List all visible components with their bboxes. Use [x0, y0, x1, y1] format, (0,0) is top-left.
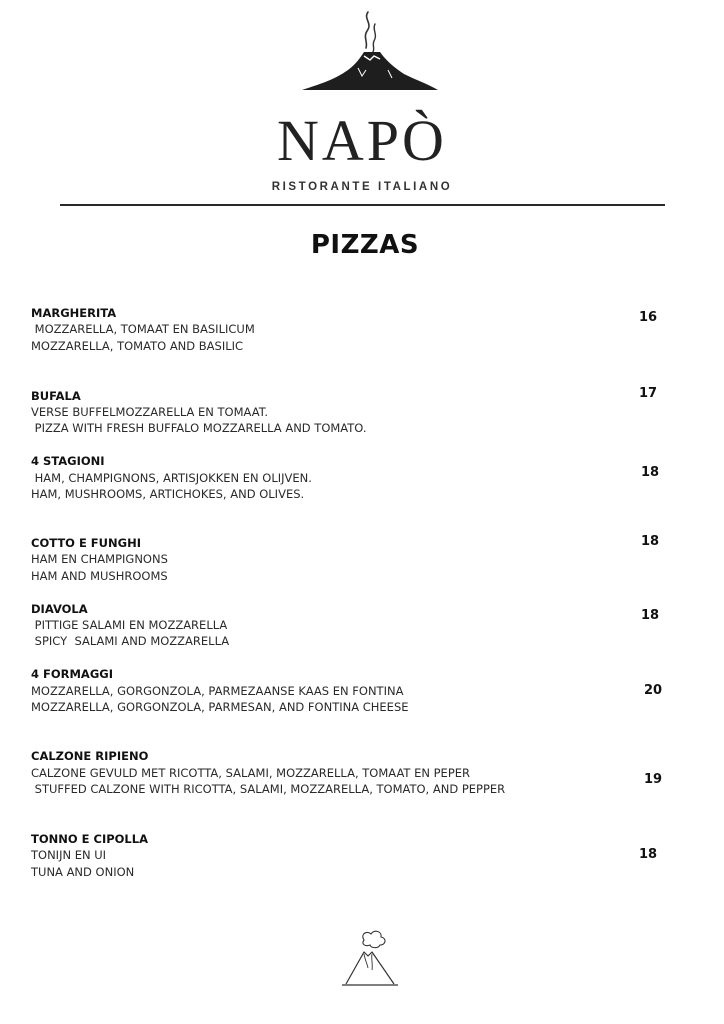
- menu-item-desc-en: PIZZA WITH FRESH BUFFALO MOZZARELLA AND TOMATO.: [31, 421, 367, 435]
- menu-item-price: 20: [643, 683, 663, 698]
- menu-item-name: 4 STAGIONI: [31, 454, 105, 468]
- menu-item-desc-nl: HAM, CHAMPIGNONS, ARTISJOKKEN EN OLIJVEN.: [31, 471, 312, 485]
- brand-name: NAPÒ: [277, 108, 447, 173]
- menu-item-desc-en: MOZZARELLA, TOMATO AND BASILIC: [31, 339, 244, 353]
- menu-item-name: COTTO E FUNGHI: [31, 536, 141, 550]
- menu-item-desc-nl: HAM EN CHAMPIGNONS: [31, 552, 168, 566]
- section-title: PIZZAS: [310, 230, 420, 260]
- menu-item-desc-en: HAM, MUSHROOMS, ARTICHOKES, AND OLIVES.: [31, 487, 305, 501]
- menu-item-desc-en: HAM AND MUSHROOMS: [31, 569, 168, 583]
- header-divider: [60, 204, 665, 206]
- menu-item-price: 17: [638, 386, 658, 401]
- volcano-logo-icon: [300, 10, 440, 102]
- menu-item-desc-nl: TONIJN EN UI: [31, 848, 107, 862]
- menu-item-price: 16: [638, 310, 658, 325]
- menu-item-desc-nl: VERSE BUFFELMOZZARELLA EN TOMAAT.: [31, 405, 269, 419]
- menu-item-name: MARGHERITA: [31, 306, 117, 320]
- menu-item-desc-en: SPICY SALAMI AND MOZZARELLA: [31, 634, 230, 648]
- volcano-outline-icon: [340, 928, 400, 988]
- menu-item-name: BUFALA: [31, 389, 81, 403]
- menu-item-price: 18: [640, 534, 660, 549]
- menu-item-desc-nl: CALZONE GEVULD MET RICOTTA, SALAMI, MOZZARELLA, TOMAAT EN PEPER: [31, 766, 471, 780]
- menu-item-desc-nl: PITTIGE SALAMI EN MOZZARELLA: [31, 618, 228, 632]
- menu-item-price: 18: [640, 608, 660, 623]
- menu-item-price: 18: [640, 465, 660, 480]
- menu-item-name: 4 FORMAGGI: [31, 667, 113, 681]
- menu-item-desc-en: MOZZARELLA, GORGONZOLA, PARMESAN, AND FONTINA CHEESE: [31, 700, 409, 714]
- menu-item-name: DIAVOLA: [31, 602, 88, 616]
- menu-item-desc-nl: MOZZARELLA, TOMAAT EN BASILICUM: [31, 322, 255, 336]
- menu-item-price: 19: [643, 772, 663, 787]
- menu-item-name: CALZONE RIPIENO: [31, 749, 149, 763]
- menu-item-desc-en: STUFFED CALZONE WITH RICOTTA, SALAMI, MOZZARELLA, TOMATO, AND PEPPER: [31, 782, 506, 796]
- menu-item-price: 18: [638, 847, 658, 862]
- menu-item-desc-nl: MOZZARELLA, GORGONZOLA, PARMEZAANSE KAAS EN FONTINA: [31, 684, 404, 698]
- menu-item-name: TONNO E CIPOLLA: [31, 832, 148, 846]
- menu-item-desc-en: TUNA AND ONION: [31, 865, 135, 879]
- brand-tagline: RISTORANTE ITALIANO: [271, 181, 453, 193]
